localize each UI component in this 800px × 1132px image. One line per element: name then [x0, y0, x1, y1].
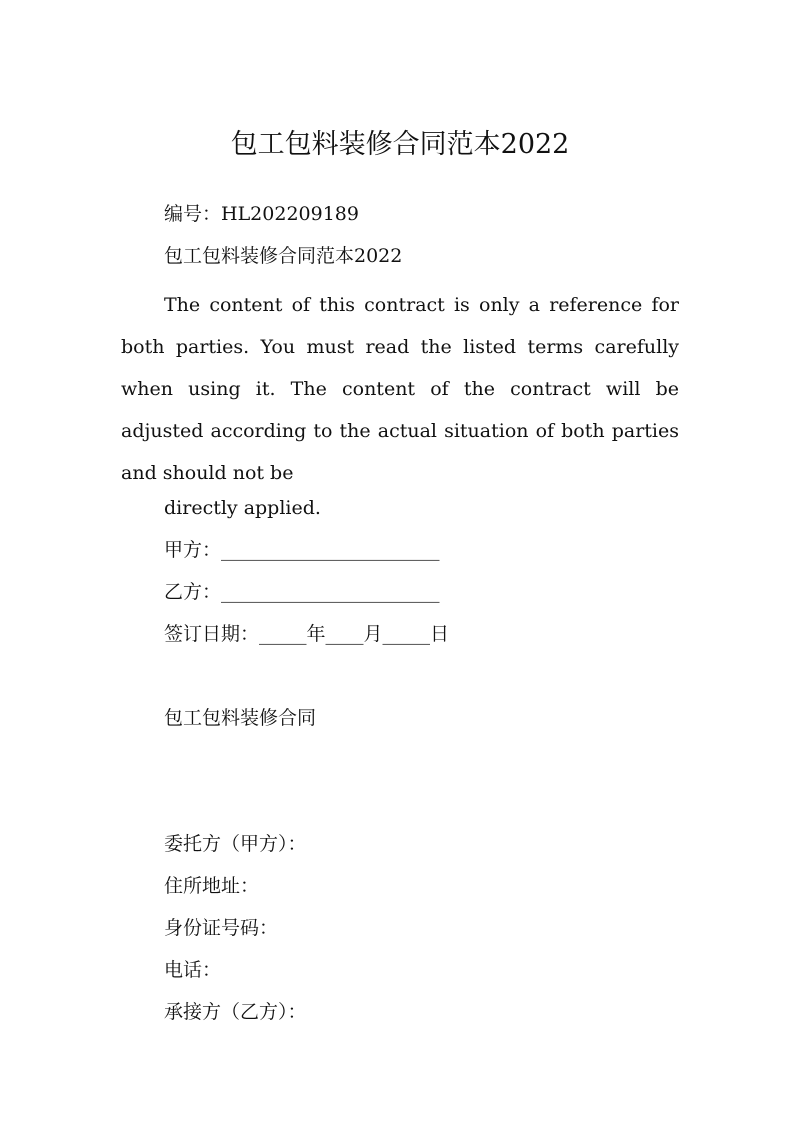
contract-heading: 包工包料装修合同 — [164, 707, 317, 729]
notice-paragraph-end: directly applied. — [164, 497, 321, 519]
contract-number: 编号：HL202209189 — [164, 203, 359, 225]
document-title: 包工包料装修合同范本2022 — [230, 129, 570, 160]
party-b-line: 乙方：_______________________ — [164, 581, 440, 603]
sign-date-line: 签订日期：_____年____月_____日 — [164, 623, 450, 645]
address-label: 住所地址： — [164, 875, 260, 897]
contract-subtitle: 包工包料装修合同范本2022 — [164, 245, 403, 267]
party-a-line: 甲方：_______________________ — [164, 539, 440, 561]
contractor-label: 承接方（乙方）： — [164, 1001, 307, 1023]
id-number-label: 身份证号码： — [164, 917, 279, 939]
phone-label: 电话： — [164, 959, 222, 981]
client-label: 委托方（甲方）： — [164, 833, 307, 855]
notice-paragraph: The content of this contract is only a reference for both parties. You must read the listed terms carefully when using it. The content of the contract will be adjusted according to the actual situation of both parties and should not be — [121, 294, 679, 484]
